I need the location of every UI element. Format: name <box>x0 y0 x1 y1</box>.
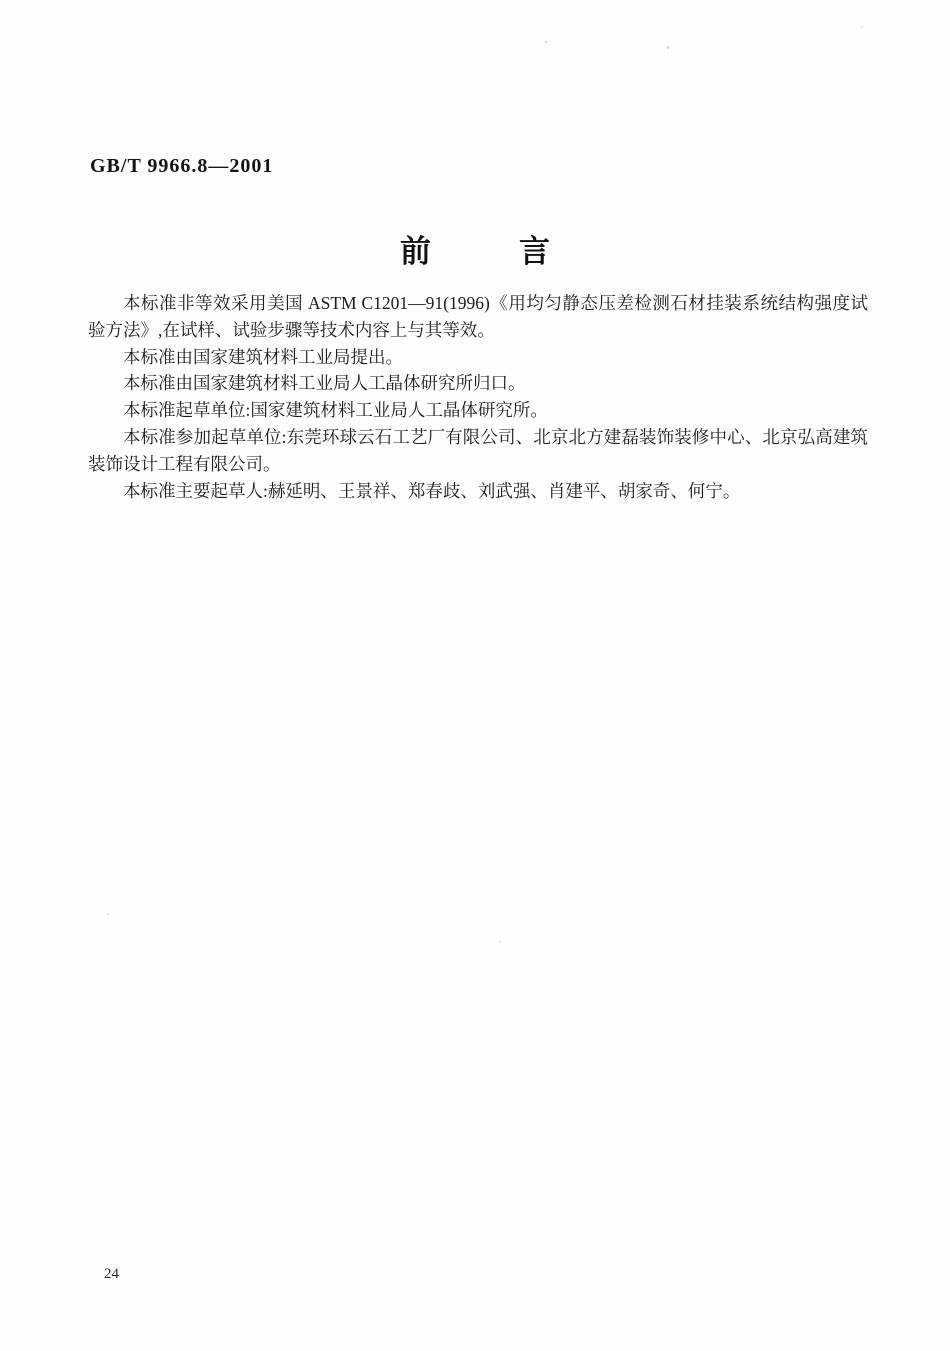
page-number: 24 <box>104 1266 119 1282</box>
foreword-paragraph: 本标准由国家建筑材料工业局提出。 <box>123 346 403 367</box>
scan-speck <box>667 46 669 49</box>
foreword-paragraph: 本标准参加起草单位:东莞环球云石工艺厂有限公司、北京北方建磊装饰装修中心、北京弘高建筑装饰设计工程有限公司。 <box>88 426 868 474</box>
page-title <box>0 226 950 271</box>
scan-speck <box>545 41 547 43</box>
page-title-char-2: 言 <box>519 234 550 269</box>
scan-speck <box>499 941 501 943</box>
foreword-paragraph: 本标准由国家建筑材料工业局人工晶体研究所归口。 <box>123 373 526 394</box>
scan-speck <box>861 26 863 28</box>
foreword-body <box>88 290 868 504</box>
standard-number: GB/T 9966.8—2001 <box>90 155 274 177</box>
foreword-paragraph: 本标准起草单位:国家建筑材料工业局人工晶体研究所。 <box>123 400 548 421</box>
scan-speck <box>293 333 295 335</box>
foreword-paragraph: 本标准非等效采用美国 ASTM C1201—91(1996)《用均匀静态压差检测石材挂装系统结构强度试验方法》,在试样、试验步骤等技术内容上与其等效。 <box>88 293 868 340</box>
scan-speck <box>107 913 109 915</box>
foreword-paragraph: 本标准主要起草人:赫延明、王景祥、郑春歧、刘武强、肖建平、胡家奇、何宁。 <box>123 480 741 501</box>
page-title-char-1: 前 <box>400 234 431 269</box>
